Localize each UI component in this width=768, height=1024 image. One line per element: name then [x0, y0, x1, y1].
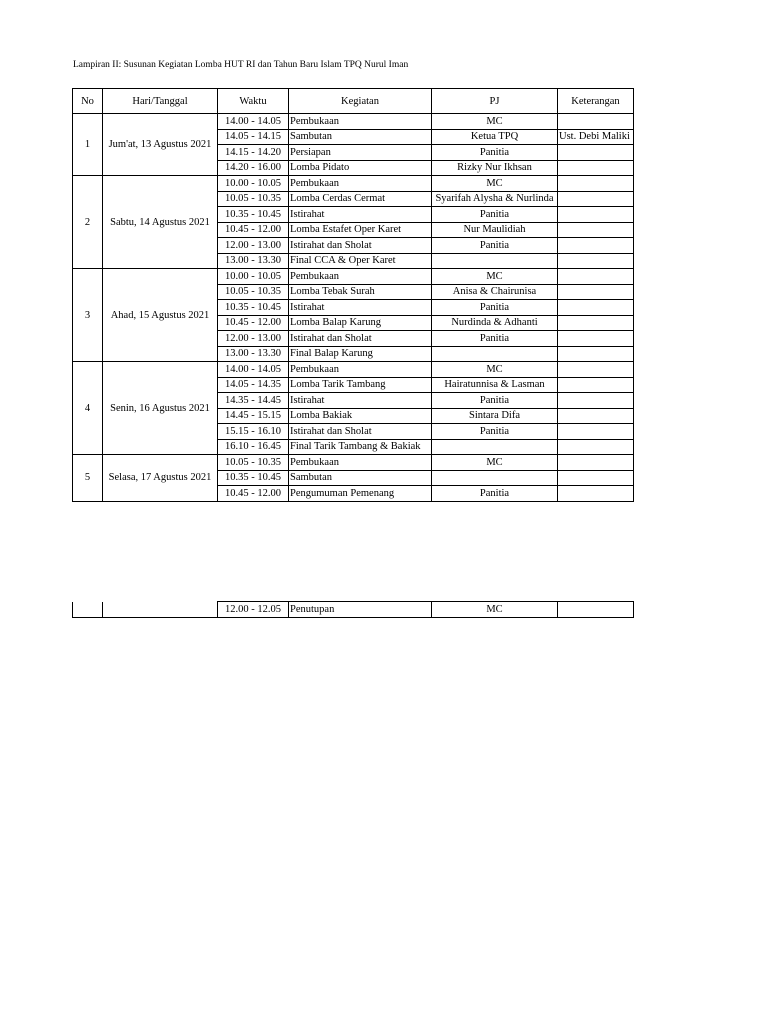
pj-cell: MC [432, 114, 558, 130]
kegiatan-cell: Persiapan [289, 145, 432, 161]
pj-cell: Panitia [432, 207, 558, 223]
waktu-cell: 10.45 - 12.00 [218, 315, 289, 331]
keterangan-cell [558, 439, 634, 455]
closing-hari-cell [103, 602, 218, 618]
keterangan-cell [558, 145, 634, 161]
day-number-cell: 3 [73, 269, 103, 362]
waktu-cell: 10.45 - 12.00 [218, 222, 289, 238]
day-date-cell: Jum'at, 13 Agustus 2021 [103, 114, 218, 176]
keterangan-cell [558, 207, 634, 223]
waktu-cell: 10.00 - 10.05 [218, 269, 289, 285]
kegiatan-cell: Lomba Bakiak [289, 408, 432, 424]
kegiatan-cell: Istirahat [289, 207, 432, 223]
pj-cell: Syarifah Alysha & Nurlinda [432, 191, 558, 207]
kegiatan-cell: Lomba Estafet Oper Karet [289, 222, 432, 238]
kegiatan-cell: Pembukaan [289, 114, 432, 130]
pj-cell: Ketua TPQ [432, 129, 558, 145]
waktu-cell: 16.10 - 16.45 [218, 439, 289, 455]
day-number-cell: 1 [73, 114, 103, 176]
header-keterangan: Keterangan [558, 89, 634, 114]
schedule-body [73, 114, 634, 502]
kegiatan-cell: Sambutan [289, 129, 432, 145]
header-hari: Hari/Tanggal [103, 89, 218, 114]
document-title: Lampiran II: Susunan Kegiatan Lomba HUT RI dan Tahun Baru Islam TPQ Nurul Iman [73, 60, 409, 70]
schedule-row [73, 176, 634, 192]
waktu-cell: 10.05 - 10.35 [218, 284, 289, 300]
pj-cell: Nurdinda & Adhanti [432, 315, 558, 331]
pj-cell: Hairatunnisa & Lasman [432, 377, 558, 393]
header-no: No [73, 89, 103, 114]
pj-cell [432, 346, 558, 362]
waktu-cell: 14.15 - 14.20 [218, 145, 289, 161]
day-date-cell: Ahad, 15 Agustus 2021 [103, 269, 218, 362]
kegiatan-cell: Pembukaan [289, 176, 432, 192]
keterangan-cell [558, 191, 634, 207]
keterangan-cell [558, 377, 634, 393]
waktu-cell: 14.00 - 14.05 [218, 362, 289, 378]
keterangan-cell [558, 346, 634, 362]
pj-cell: Rizky Nur Ikhsan [432, 160, 558, 176]
pj-cell [432, 253, 558, 269]
pj-cell: Nur Maulidiah [432, 222, 558, 238]
kegiatan-cell: Istirahat [289, 393, 432, 409]
kegiatan-cell: Final Tarik Tambang & Bakiak [289, 439, 432, 455]
keterangan-cell [558, 331, 634, 347]
waktu-cell: 14.05 - 14.15 [218, 129, 289, 145]
schedule-row [73, 269, 634, 285]
kegiatan-cell: Lomba Tebak Surah [289, 284, 432, 300]
pj-cell: Panitia [432, 145, 558, 161]
kegiatan-cell: Istirahat dan Sholat [289, 238, 432, 254]
closing-row [73, 602, 634, 618]
kegiatan-cell: Final Balap Karung [289, 346, 432, 362]
keterangan-cell [558, 238, 634, 254]
day-date-cell: Selasa, 17 Agustus 2021 [103, 455, 218, 502]
keterangan-cell [558, 300, 634, 316]
pj-cell: Panitia [432, 331, 558, 347]
keterangan-cell [558, 160, 634, 176]
schedule-row [73, 114, 634, 130]
waktu-cell: 15.15 - 16.10 [218, 424, 289, 440]
kegiatan-cell: Penutupan [289, 602, 432, 618]
pj-cell: Panitia [432, 486, 558, 502]
header-pj: PJ [432, 89, 558, 114]
header-row [73, 89, 634, 114]
keterangan-cell [558, 222, 634, 238]
pj-cell [432, 439, 558, 455]
waktu-cell: 14.00 - 14.05 [218, 114, 289, 130]
kegiatan-cell: Pembukaan [289, 269, 432, 285]
waktu-cell: 12.00 - 13.00 [218, 331, 289, 347]
waktu-cell: 10.00 - 10.05 [218, 176, 289, 192]
keterangan-cell [558, 315, 634, 331]
pj-cell [432, 470, 558, 486]
kegiatan-cell: Pembukaan [289, 455, 432, 471]
waktu-cell: 13.00 - 13.30 [218, 346, 289, 362]
waktu-cell: 10.35 - 10.45 [218, 300, 289, 316]
day-number-cell: 5 [73, 455, 103, 502]
day-number-cell: 4 [73, 362, 103, 455]
kegiatan-cell: Istirahat dan Sholat [289, 331, 432, 347]
keterangan-cell [558, 408, 634, 424]
keterangan-cell [558, 176, 634, 192]
keterangan-cell [558, 393, 634, 409]
keterangan-cell: Ust. Debi Maliki [558, 129, 634, 145]
keterangan-cell [558, 269, 634, 285]
pj-cell: MC [432, 602, 558, 618]
schedule-table [72, 88, 634, 502]
day-date-cell: Senin, 16 Agustus 2021 [103, 362, 218, 455]
keterangan-cell [558, 470, 634, 486]
kegiatan-cell: Final CCA & Oper Karet [289, 253, 432, 269]
pj-cell: Panitia [432, 393, 558, 409]
kegiatan-cell: Lomba Pidato [289, 160, 432, 176]
waktu-cell: 10.35 - 10.45 [218, 470, 289, 486]
waktu-cell: 12.00 - 12.05 [218, 602, 289, 618]
waktu-cell: 14.35 - 14.45 [218, 393, 289, 409]
pj-cell: MC [432, 455, 558, 471]
waktu-cell: 10.35 - 10.45 [218, 207, 289, 223]
waktu-cell: 14.05 - 14.35 [218, 377, 289, 393]
keterangan-cell [558, 362, 634, 378]
pj-cell: Anisa & Chairunisa [432, 284, 558, 300]
keterangan-cell [558, 602, 634, 618]
pj-cell: Panitia [432, 424, 558, 440]
kegiatan-cell: Istirahat [289, 300, 432, 316]
kegiatan-cell: Lomba Tarik Tambang [289, 377, 432, 393]
kegiatan-cell: Pembukaan [289, 362, 432, 378]
pj-cell: MC [432, 362, 558, 378]
pj-cell: MC [432, 176, 558, 192]
day-date-cell: Sabtu, 14 Agustus 2021 [103, 176, 218, 269]
keterangan-cell [558, 284, 634, 300]
waktu-cell: 10.05 - 10.35 [218, 455, 289, 471]
header-waktu: Waktu [218, 89, 289, 114]
header-kegiatan: Kegiatan [289, 89, 432, 114]
day-number-cell: 2 [73, 176, 103, 269]
waktu-cell: 14.45 - 15.15 [218, 408, 289, 424]
kegiatan-cell: Sambutan [289, 470, 432, 486]
waktu-cell: 13.00 - 13.30 [218, 253, 289, 269]
closing-table [72, 601, 634, 618]
schedule-row [73, 362, 634, 378]
waktu-cell: 12.00 - 13.00 [218, 238, 289, 254]
kegiatan-cell: Lomba Balap Karung [289, 315, 432, 331]
keterangan-cell [558, 253, 634, 269]
waktu-cell: 10.05 - 10.35 [218, 191, 289, 207]
kegiatan-cell: Lomba Cerdas Cermat [289, 191, 432, 207]
pj-cell: Sintara Difa [432, 408, 558, 424]
waktu-cell: 10.45 - 12.00 [218, 486, 289, 502]
closing-no-cell [73, 602, 103, 618]
keterangan-cell [558, 486, 634, 502]
pj-cell: Panitia [432, 238, 558, 254]
keterangan-cell [558, 424, 634, 440]
waktu-cell: 14.20 - 16.00 [218, 160, 289, 176]
keterangan-cell [558, 455, 634, 471]
pj-cell: MC [432, 269, 558, 285]
kegiatan-cell: Istirahat dan Sholat [289, 424, 432, 440]
keterangan-cell [558, 114, 634, 130]
schedule-row [73, 455, 634, 471]
pj-cell: Panitia [432, 300, 558, 316]
kegiatan-cell: Pengumuman Pemenang [289, 486, 432, 502]
